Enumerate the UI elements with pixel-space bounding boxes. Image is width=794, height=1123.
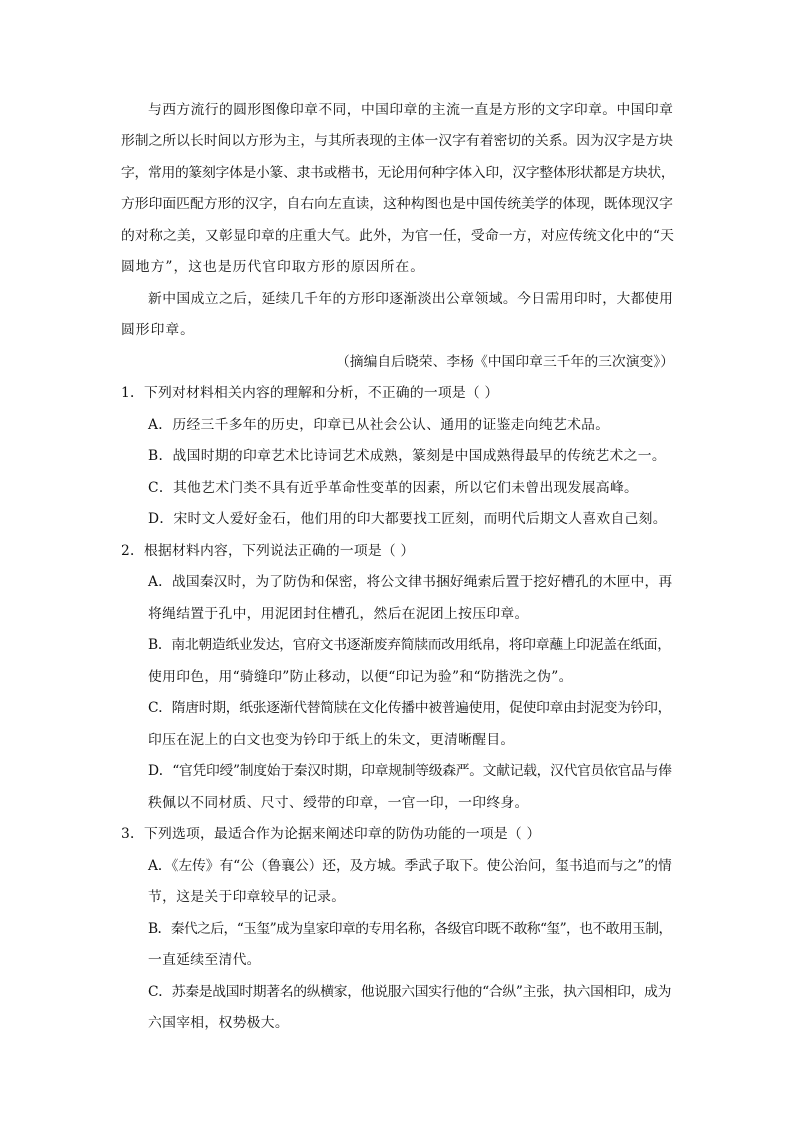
- option-line: 将绳结置于孔中，用泥团封住槽孔，然后在泥团上按压印章。: [148, 606, 529, 622]
- option-line: C．隋唐时期，纸张逐渐代替简牍在文化传播中被普遍使用，促使印章由封泥变为钤印，: [148, 700, 672, 716]
- option-d[interactable]: D．宋时文人爱好金石，他们用的印大都要找工匠刻，而明代后期文人喜欢自己刻。: [148, 511, 667, 527]
- passage-line: 方形印面匹配方形的汉字，自右向左直读，这种构图也是中国传统美学的体现，既体现汉字: [121, 196, 673, 212]
- passage-line: 新中国成立之后，延续几千年的方形印逐渐淡出公章领域。今日需用印时，大都使用: [148, 291, 674, 307]
- passage-line: 圆地方”，这也是历代官印取方形的原因所在。: [121, 259, 425, 275]
- question-stem: 2．根据材料内容，下列说法正确的一项是（ ）: [121, 543, 415, 559]
- option-line: D．“官凭印绶”制度始于秦汉时期，印章规制等级森严。文献记载，汉代官员依官品与俸: [148, 763, 672, 779]
- option-line: 印压在泥上的白文也变为钤印于纸上的朱文，更清晰醒目。: [148, 732, 515, 748]
- passage-line: 形制之所以长时间以方形为主，与其所表现的主体一汉字有着密切的关系。因为汉字是方块: [121, 133, 673, 149]
- option-line: 六国宰相，权势极大。: [148, 1015, 289, 1031]
- option-line: 使用印色，用“骑缝印”防止移动，以便“印记为验”和“防揩洗之伪”。: [148, 669, 573, 685]
- passage-line: 圆形印章。: [121, 322, 195, 338]
- option-line: A．战国秦汉时，为了防伪和保密，将公文律书捆好绳索后置于挖好槽孔的木匣中，再: [148, 574, 673, 590]
- question-stem: 3．下列选项，最适合作为论据来阐述印章的防伪功能的一项是（ ）: [121, 826, 541, 842]
- option-line: A．《左传》有“公（鲁襄公）还，及方城。季武子取下。使公治问，玺书追而与之”的情: [148, 858, 672, 874]
- option-b[interactable]: B．战国时期的印章艺术比诗词艺术成熟，篆刻是中国成熟得最早的传统艺术之一。: [148, 448, 666, 464]
- passage-line: 与西方流行的圆形图像印章不同，中国印章的主流一直是方形的文字印章。中国印章: [148, 102, 674, 118]
- option-line: 节，这是关于印章较早的记录。: [148, 889, 346, 905]
- option-c[interactable]: C．其他艺术门类不具有近乎革命性变革的因素，所以它们未曾出现发展高峰。: [148, 480, 639, 496]
- passage-line: 字，常用的篆刻字体是小篆、隶书或楷书，无论用何种字体入印，汉字整体形状都是方块状，: [121, 165, 675, 181]
- option-line: B．南北朝造纸业发达，官府文书逐渐废弃简牍而改用纸帛，将印章蘸上印泥盖在纸面，: [148, 637, 671, 653]
- question-stem: 1．下列对材料相关内容的理解和分析，不正确的一项是（ ）: [121, 385, 499, 401]
- option-a[interactable]: A．历经三千多年的历史，印章已从社会公认、通用的证鉴走向纯艺术品。: [148, 417, 610, 433]
- option-line: C．苏秦是战国时期著名的纵横家，他说服六国实行他的“合纵”主张，执六国相印，成为: [148, 984, 672, 1000]
- option-line: 一直延续至清代。: [148, 952, 261, 968]
- option-line: B．秦代之后，“玉玺”成为皇家印章的专用名称，各级官印既不敢称“玺”，也不敢用玉制，: [148, 921, 672, 937]
- passage-source: （摘编自后晓荣、李杨《中国印章三千年的三次演变》）: [336, 354, 675, 370]
- passage-line: 的对称之美，又彰显印章的庄重大气。此外，为官一任，受命一方，对应传统文化中的“天: [121, 228, 675, 244]
- option-line: 秩佩以不同材质、尺寸、绶带的印章，一官一印，一印终身。: [148, 795, 529, 811]
